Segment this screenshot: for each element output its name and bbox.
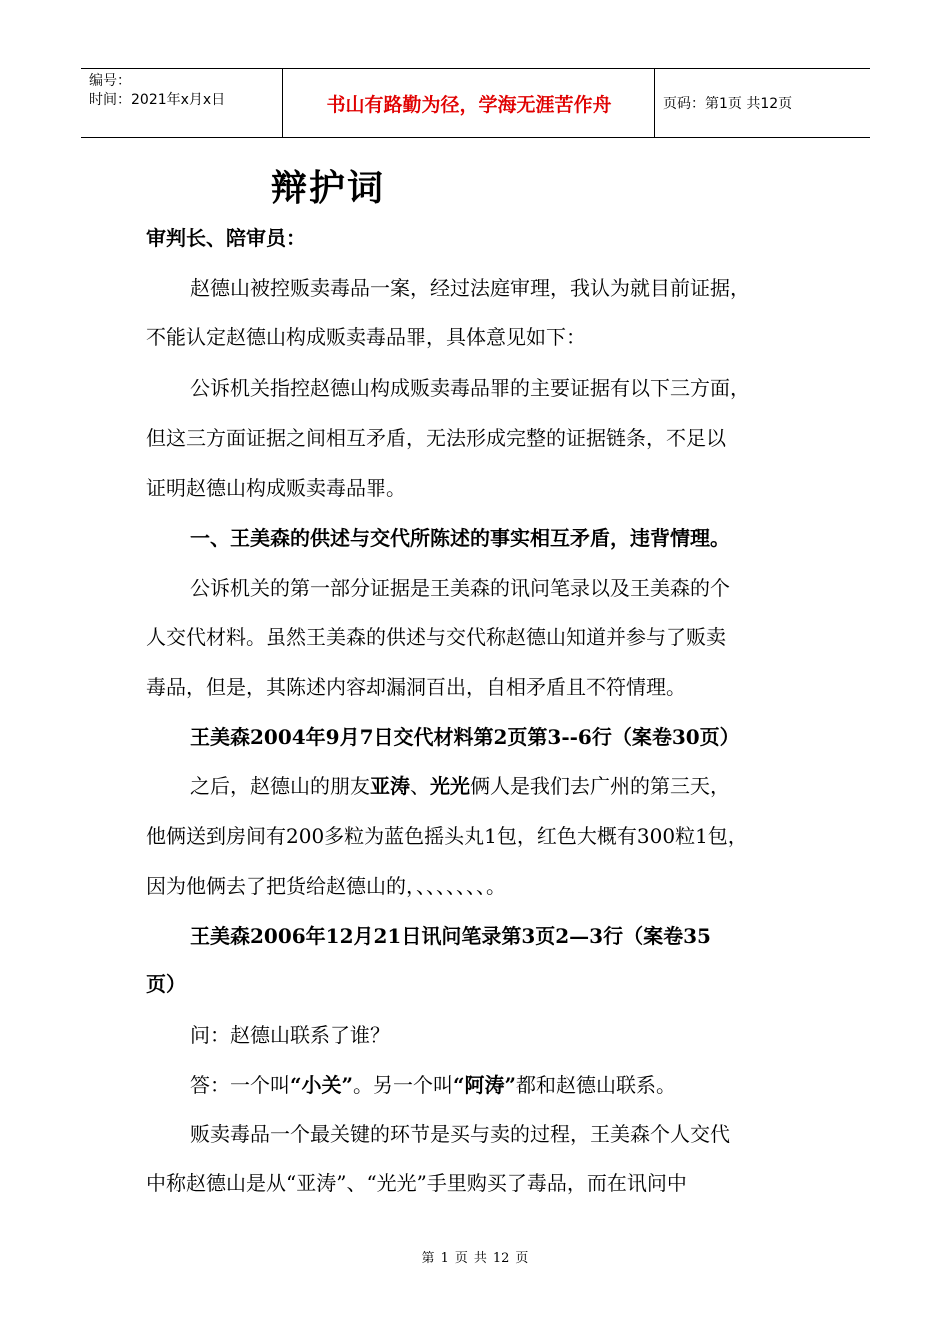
header-meta (89, 72, 225, 110)
footer-page-number: 1 (440, 1251, 449, 1266)
citation: 王美森2004年9月7日交代材料第2页第3--6行（案卷30页） (190, 725, 740, 749)
header-table (81, 68, 870, 138)
text-segment: “小关” (290, 1073, 354, 1097)
page-footer (0, 1247, 950, 1266)
code-label: 编号： (89, 73, 131, 89)
paragraph-line: 他俩送到房间有200多粒为蓝色摇头丸1包，红色大概有300粒1包， (146, 824, 748, 848)
citation: 王美森2006年12月21日讯问笔录第3页2—3行（案卷35 (190, 924, 711, 948)
footer-text: 页 (454, 1251, 468, 1266)
paragraph-line: 不能认定赵德山构成贩卖毒品罪，具体意见如下： (146, 325, 586, 349)
header-page-info: 页码：第1页 共12页 (663, 96, 793, 112)
footer-text: 页 (515, 1251, 529, 1266)
salutation: 审判长、陪审员： (146, 226, 306, 250)
text-segment: 俩人是我们去广州的第三天， (470, 774, 730, 798)
footer-text: 共 (473, 1251, 487, 1266)
paragraph-line: 贩卖毒品一个最关键的环节是买与卖的过程，王美森个人交代 (190, 1122, 730, 1146)
text-segment: 都和赵德山联系。 (516, 1073, 677, 1097)
paragraph-line: 证明赵德山构成贩卖毒品罪。 (146, 476, 406, 500)
paragraph-line: 公诉机关的第一部分证据是王美森的讯问笔录以及王美森的个 (190, 576, 730, 600)
paragraph-line: 毒品，但是，其陈述内容却漏洞百出，自相矛盾且不符情理。 (146, 675, 686, 699)
document-title: 辩护词 (271, 167, 386, 209)
footer-total-pages: 12 (492, 1251, 510, 1266)
footer-text: 第 (421, 1251, 435, 1266)
time-label: 时间：2021年x月x日 (89, 92, 226, 108)
text-segment: 。另一个叫 (353, 1073, 454, 1097)
section-heading: 一、王美森的供述与交代所陈述的事实相互矛盾，违背情理。 (190, 526, 730, 550)
text-segment: 之后，赵德山的朋友 (190, 774, 370, 798)
text-segment: 答：一个叫 (190, 1073, 290, 1097)
paragraph-line: 赵德山被控贩卖毒品一案，经过法庭审理，我认为就目前证据， (190, 276, 750, 300)
text-segment: 亚涛 (370, 774, 410, 798)
paragraph-line: 但这三方面证据之间相互矛盾，无法形成完整的证据链条，不足以 (146, 426, 726, 450)
question-line: 问：赵德山联系了谁？ (190, 1023, 390, 1047)
text-segment: “阿涛” (453, 1073, 517, 1097)
answer-line (190, 1069, 676, 1098)
paragraph-line: 中称赵德山是从“亚涛”、“光光”手里购买了毒品，而在讯问中 (146, 1171, 687, 1195)
text-segment: 、 (410, 774, 430, 798)
paragraph-line: 因为他俩去了把货给赵德山的，、、、、、、、。 (146, 874, 506, 898)
header-divider (654, 69, 655, 137)
text-segment: 光光 (430, 774, 470, 798)
paragraph-line (190, 770, 730, 799)
citation: 页） (146, 972, 186, 996)
paragraph-line: 人交代材料。虽然王美森的供述与交代称赵德山知道并参与了贩卖 (146, 625, 726, 649)
header-motto: 书山有路勤为径，学海无涯苦作舟 (326, 93, 612, 116)
paragraph-line: 公诉机关指控赵德山构成贩卖毒品罪的主要证据有以下三方面， (190, 376, 750, 400)
